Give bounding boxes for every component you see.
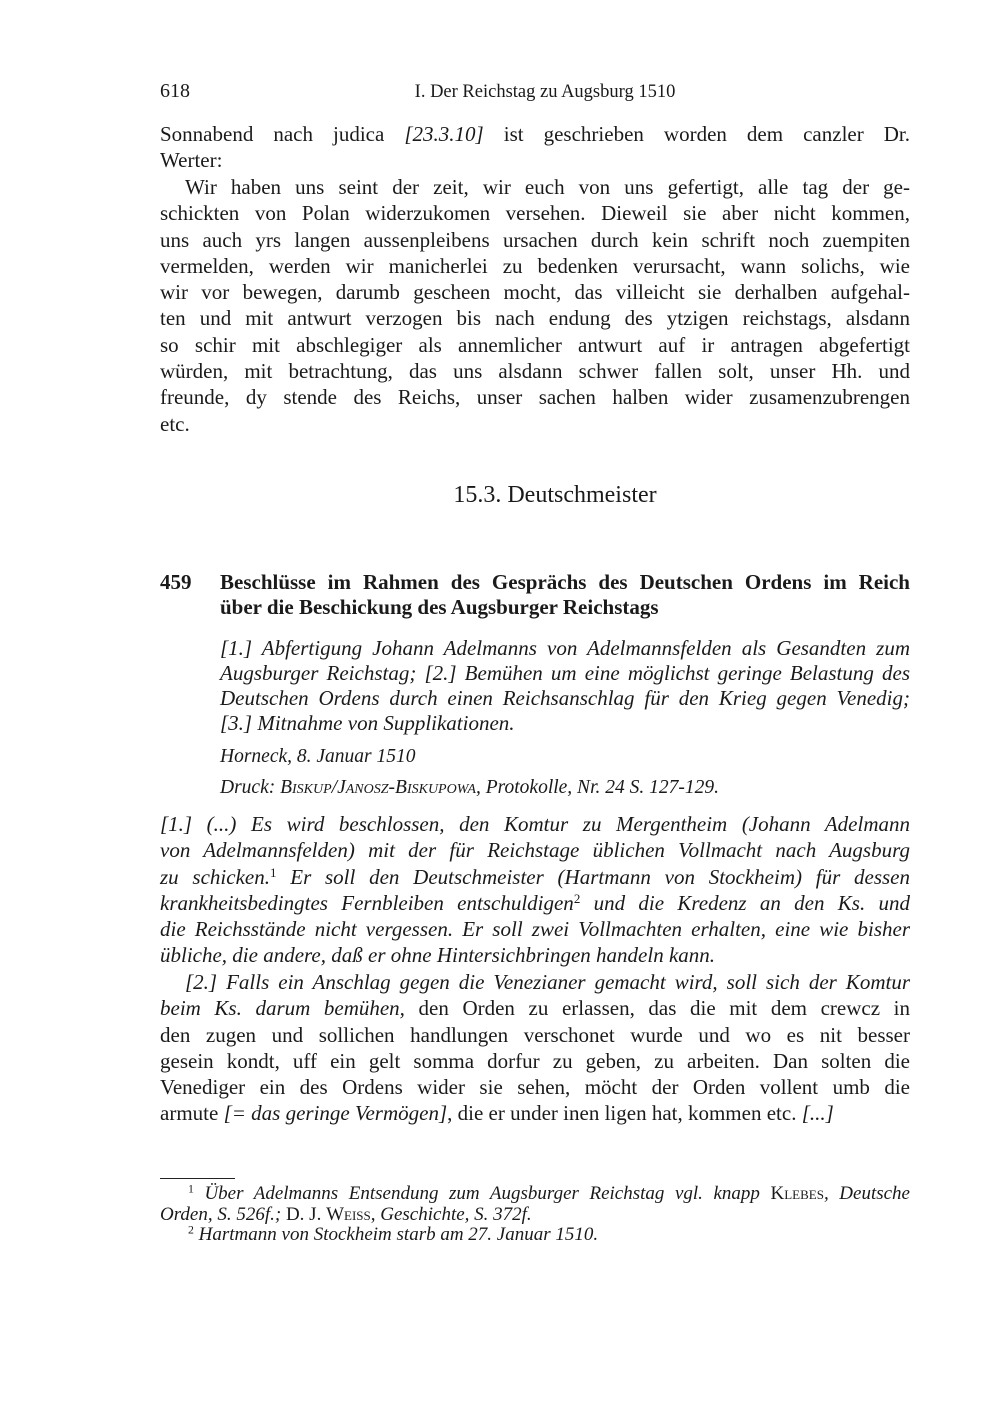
footnote-marker: 1 xyxy=(269,864,277,880)
text-line xyxy=(160,811,910,837)
text-segment: zu schicken. xyxy=(160,864,270,889)
text-segment: beim Ks. darum bemühen, xyxy=(160,996,405,1021)
text-segment: Werter: xyxy=(160,148,223,173)
text-segment: Venediger ein des Ordens wider sie sehen, möcht der Orden vollent umb die xyxy=(160,1075,910,1100)
document-place-date xyxy=(220,744,910,770)
text-segment: Geschichte, S. 372f. xyxy=(380,1203,532,1225)
text-line xyxy=(160,227,910,253)
text-line xyxy=(220,636,910,661)
text-line xyxy=(160,253,910,279)
text-line xyxy=(160,1048,910,1074)
text-segment: und die Kredenz an den Ks. und xyxy=(580,890,910,915)
text-line xyxy=(220,744,910,770)
text-segment: [23.3.10] xyxy=(404,122,484,146)
text-segment: [1.] Abfertigung Johann Adelmanns von Adelmannsfelden als Gesandten zum xyxy=(220,636,910,660)
text-segment: etc. xyxy=(160,411,190,436)
document-body-paragraph-1 xyxy=(160,811,910,969)
text-segment: gesein kondt, uff ein gelt somma dorfur zu geben, zu arbeiten. Dan solten die xyxy=(160,1048,910,1073)
text-segment: [...] xyxy=(801,1101,834,1126)
document-title xyxy=(220,570,910,620)
text-segment: Klebes xyxy=(770,1183,824,1204)
text-segment: wir vor bewegen, darumb gescheen mocht, das villeicht sie derhalben aufgehal- xyxy=(160,280,910,305)
text-line xyxy=(160,942,910,968)
text-segment: über die Beschickung des Augsburger Reichstags xyxy=(220,595,659,619)
text-segment: würden, mit betrachtung, das uns alsdann schwer fallen solt, unser Hh. und xyxy=(160,359,910,384)
document-number: 459 xyxy=(160,570,192,594)
text-line xyxy=(160,864,910,890)
text-segment: von Adelmannsfelden) mit der für Reichstage üblichen Vollmacht nach Augsburg xyxy=(160,838,910,863)
text-segment: uns auch yrs langen aussenpleibens ursachen durch kein schrift noch zuempiten xyxy=(160,227,910,252)
text-segment: [= das geringe Vermögen] xyxy=(223,1101,448,1126)
text-line xyxy=(220,661,910,686)
document-print-reference xyxy=(220,775,910,801)
text-line xyxy=(160,1225,910,1246)
text-line xyxy=(160,411,910,437)
letter-body-paragraph xyxy=(160,174,910,437)
document-body-paragraph-2 xyxy=(160,969,910,1127)
text-line xyxy=(160,174,910,200)
text-segment: , xyxy=(475,777,486,798)
footnote-1 xyxy=(160,1184,910,1225)
text-segment: Hartmann von Stockheim starb am 27. Januar 1510. xyxy=(193,1224,599,1245)
text-line xyxy=(160,1184,910,1205)
text-line xyxy=(160,147,910,173)
text-segment: Horneck, 8. Januar 1510 xyxy=(220,746,416,767)
text-line xyxy=(160,1022,910,1048)
text-line xyxy=(160,1100,910,1126)
text-segment: D. J. xyxy=(281,1203,327,1225)
text-segment: [1.] (...) Es wird beschlossen, den Komtur zu Mergentheim (Johann Adelmann xyxy=(160,812,910,836)
running-header xyxy=(160,80,910,108)
text-line xyxy=(220,775,910,801)
text-segment: schickten von Polan widerzukomen versehen. Dieweil sie aber nicht kommen, xyxy=(160,201,910,226)
footnote-marker: 2 xyxy=(188,1223,194,1237)
text-line xyxy=(160,837,910,863)
text-line xyxy=(160,358,910,384)
text-segment: [2.] Falls ein Anschlag gegen die Venezianer gemacht wird, soll sich der Komtur xyxy=(185,970,910,994)
footnote-2 xyxy=(160,1225,910,1246)
text-line xyxy=(220,570,910,595)
text-line xyxy=(160,332,910,358)
text-segment: den Orden zu erlassen, das die mit dem crewcz in xyxy=(404,996,910,1021)
text-segment: Protokolle, Nr. 24 S. 127-129. xyxy=(485,777,719,798)
text-segment: Beschlüsse im Rahmen des Gesprächs des Deutschen Ordens im Reich xyxy=(220,570,910,594)
text-segment: , xyxy=(370,1203,381,1225)
text-segment: übliche, die andere, daß er ohne Hintersichbringen handeln kann. xyxy=(160,943,716,968)
text-segment: [3.] Mitnahme von Supplikationen. xyxy=(220,711,515,735)
document-regest xyxy=(220,636,910,736)
text-segment: Er soll den Deutschmeister (Hartmann von Stockheim) für dessen xyxy=(276,864,910,889)
text-segment: armute xyxy=(160,1101,224,1126)
text-segment: , Deutsche xyxy=(823,1183,910,1204)
text-segment: Wir haben uns seint der zeit, wir euch von uns gefertigt, alle tag der ge- xyxy=(185,175,910,199)
footnote-marker: 1 xyxy=(188,1182,194,1196)
text-segment: , die er under inen ligen hat, kommen etc. xyxy=(447,1101,802,1126)
text-line xyxy=(160,1205,910,1226)
text-segment: freunde, dy stende des Reichs, unser sachen halben wider zusamenzubrengen xyxy=(160,385,910,410)
text-segment: Deutschen Ordens durch einen Reichsanschlag für den Krieg gegen Venedig; xyxy=(220,686,910,710)
text-line xyxy=(220,686,910,711)
text-segment: die Reichsstände nicht vergessen. Er soll zwei Vollmachten erhalten, eine wie bisher xyxy=(160,917,910,942)
text-line xyxy=(160,969,910,995)
text-segment: Weiss xyxy=(326,1203,371,1225)
text-segment: ist geschrieben worden dem canzler Dr. xyxy=(483,122,910,146)
text-line xyxy=(160,121,910,147)
text-line xyxy=(160,916,910,942)
text-line xyxy=(160,384,910,410)
running-title: I. Der Reichstag zu Augsburg 1510 xyxy=(414,82,676,102)
text-line xyxy=(160,995,910,1021)
text-segment: Sonnabend nach judica xyxy=(160,122,405,146)
footnotes xyxy=(160,1184,910,1246)
text-segment: den zugen und sollichen handlungen verschonet wurde und wo es nit besser xyxy=(160,1022,910,1047)
text-segment: vermelden, werden wir manicherlei zu bedenken verursacht, wann solichs, wie xyxy=(160,253,910,278)
text-line xyxy=(160,890,910,916)
text-line xyxy=(160,200,910,226)
text-segment: Biskup/Janosz-Biskupowa xyxy=(280,777,476,798)
text-segment: Augsburger Reichstag; [2.] Bemühen um eine möglichst geringe Belastung des xyxy=(220,661,910,685)
text-line xyxy=(220,595,910,620)
text-line xyxy=(160,305,910,331)
text-segment: Druck: xyxy=(220,777,281,798)
text-line xyxy=(220,711,910,736)
text-line xyxy=(160,279,910,305)
footnote-divider xyxy=(160,1178,235,1179)
text-segment: Orden, S. 526f.; xyxy=(160,1203,282,1225)
text-segment: ten und mit antwurt verzogen bis nach endung des ytzigen reichstags, alsdann xyxy=(160,306,910,331)
letter-intro-paragraph xyxy=(160,121,910,174)
text-segment: krankheitsbedingtes Fernbleiben entschuldigen xyxy=(160,890,574,915)
section-heading: 15.3. Deutschmeister xyxy=(453,482,657,508)
text-line xyxy=(160,1074,910,1100)
text-segment: so schir mit abschlegiger als annemlicher antwurt auf ir antragen abgefertigt xyxy=(160,332,910,357)
text-segment: Über Adelmanns Entsendung zum Augsburger Reichstag vgl. knapp xyxy=(193,1183,771,1204)
footnote-marker: 2 xyxy=(573,890,581,906)
page-number: 618 xyxy=(160,80,190,102)
